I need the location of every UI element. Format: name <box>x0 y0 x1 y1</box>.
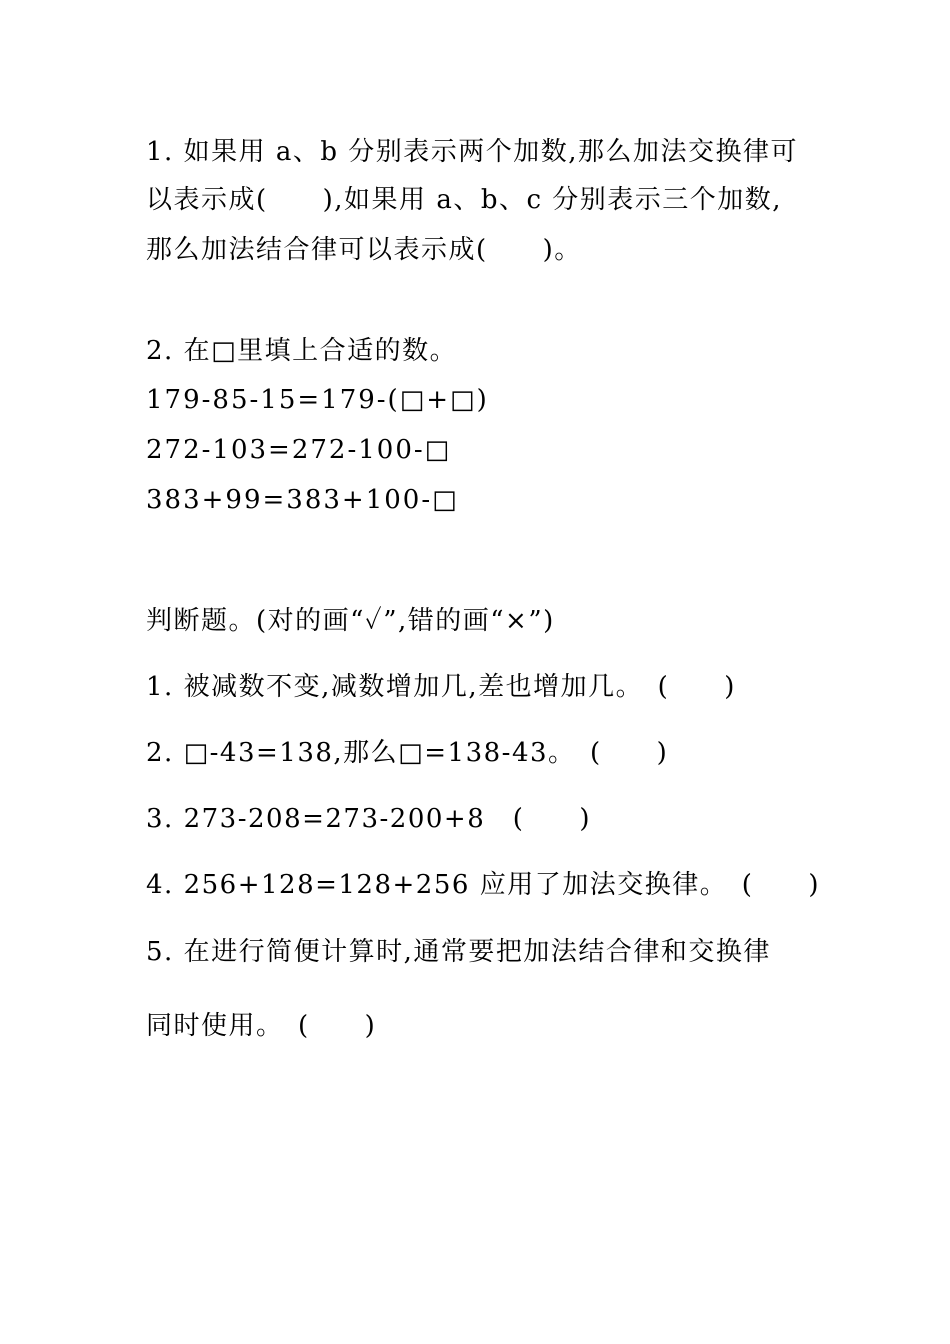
question-1-line-1: 1. 如果用 a、b 分别表示两个加数,那么加法交换律可 <box>146 137 799 167</box>
question-1-line-2: 以表示成( ),如果用 a、b、c 分别表示三个加数, <box>146 185 783 215</box>
question-2-formula-1: 179-85-15=179-(□+□) <box>146 385 489 415</box>
question-2-prompt: 2. 在□里填上合适的数。 <box>146 336 458 366</box>
question-1-line-3: 那么加法结合律可以表示成( )。 <box>146 235 582 265</box>
true-false-item-1: 1. 被减数不变,减数增加几,差也增加几。 ( ) <box>146 672 736 702</box>
true-false-item-4: 4. 256+128=128+256 应用了加法交换律。 ( ) <box>146 870 820 900</box>
true-false-item-2: 2. □-43=138,那么□=138-43。 ( ) <box>146 738 669 768</box>
true-false-item-5-line-1: 5. 在进行简便计算时,通常要把加法结合律和交换律 <box>146 937 771 967</box>
true-false-item-5-line-2: 同时使用。 ( ) <box>146 1011 377 1041</box>
question-2-formula-2: 272-103=272-100-□ <box>146 435 452 465</box>
true-false-item-3: 3. 273-208=273-200+8 ( ) <box>146 804 592 834</box>
true-false-header: 判断题。(对的画“✓”,错的画“×”) <box>146 606 555 636</box>
question-2-formula-3: 383+99=383+100-□ <box>146 485 459 515</box>
